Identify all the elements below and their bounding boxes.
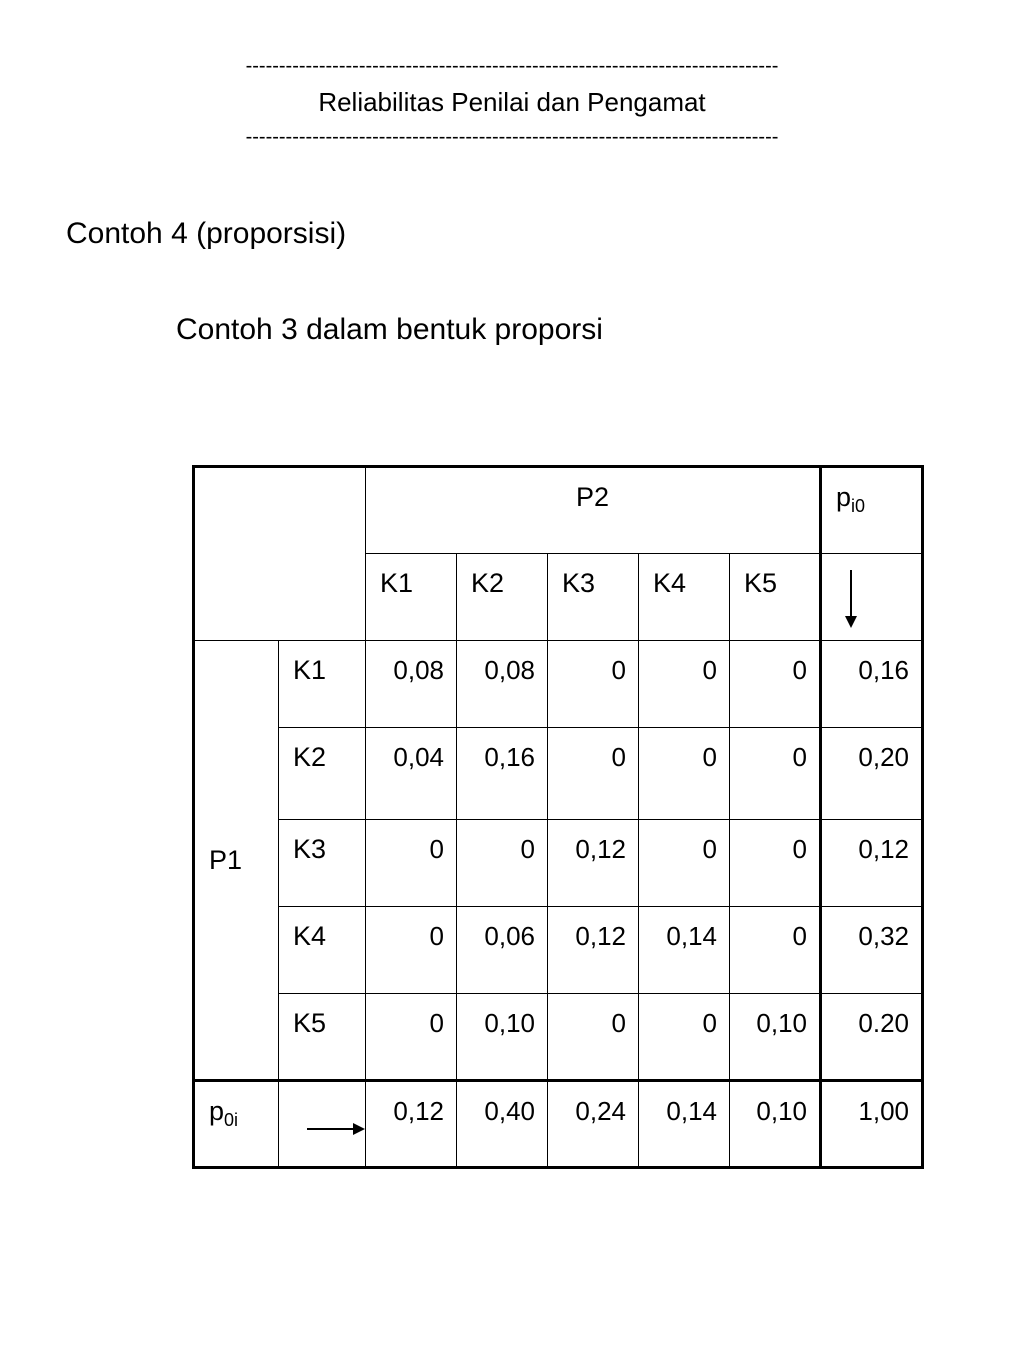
table-cell: 0,06 bbox=[457, 907, 548, 994]
table-cell: 0 bbox=[548, 641, 639, 728]
row-total-cell: 0,32 bbox=[821, 907, 923, 994]
table-cell: 0 bbox=[639, 994, 730, 1081]
row-header: K2 bbox=[279, 728, 366, 820]
table-cell: 0 bbox=[366, 907, 457, 994]
proportion-table bbox=[192, 465, 924, 1169]
section-subtitle: Contoh 3 dalam bentuk proporsi bbox=[176, 313, 603, 346]
row-total-cell: 0,12 bbox=[821, 820, 923, 907]
table-cell: 0 bbox=[730, 907, 821, 994]
row-group-header: P1 bbox=[194, 641, 279, 1081]
row-total-cell: 0,20 bbox=[821, 728, 923, 820]
column-group-header: P2 bbox=[366, 467, 821, 554]
column-header: K1 bbox=[366, 554, 457, 641]
row-total-header-main: p bbox=[836, 482, 852, 512]
row-total-cell: 0.20 bbox=[821, 994, 923, 1081]
grand-total-cell: 1,00 bbox=[821, 1081, 923, 1168]
header-divider-bottom: -------------------------------------------------------------------------------- bbox=[245, 126, 779, 148]
row-total-header-sub: i0 bbox=[851, 496, 866, 516]
right-arrow-cell bbox=[279, 1081, 366, 1168]
column-total-header-main: p bbox=[209, 1096, 225, 1126]
column-header: K2 bbox=[457, 554, 548, 641]
table-cell: 0 bbox=[639, 641, 730, 728]
row-header: K4 bbox=[279, 907, 366, 994]
table-cell: 0,08 bbox=[457, 641, 548, 728]
table-cell: 0,08 bbox=[366, 641, 457, 728]
table-cell: 0,10 bbox=[730, 994, 821, 1081]
row-total-header bbox=[821, 467, 923, 554]
column-header: K4 bbox=[639, 554, 730, 641]
down-arrow-icon bbox=[844, 570, 858, 628]
table-cell: 0 bbox=[457, 820, 548, 907]
column-header: K3 bbox=[548, 554, 639, 641]
row-header: K1 bbox=[279, 641, 366, 728]
table-cell: 0 bbox=[639, 820, 730, 907]
header-divider-top: -------------------------------------------------------------------------------- bbox=[245, 55, 779, 77]
page-header-title: Reliabilitas Penilai dan Pengamat bbox=[318, 87, 706, 117]
table-cell: 0,16 bbox=[457, 728, 548, 820]
column-total-header-sub: 0i bbox=[224, 1110, 239, 1130]
table-cell: 0 bbox=[730, 641, 821, 728]
table-cell: 0 bbox=[639, 728, 730, 820]
table-cell: 0,10 bbox=[457, 994, 548, 1081]
section-title: Contoh 4 (proporsisi) bbox=[66, 217, 347, 250]
table-cell: 0,12 bbox=[548, 820, 639, 907]
column-header: K5 bbox=[730, 554, 821, 641]
column-total-cell: 0,40 bbox=[457, 1081, 548, 1168]
table-cell: 0 bbox=[548, 728, 639, 820]
table-corner-cell bbox=[194, 467, 366, 641]
table-cell: 0 bbox=[548, 994, 639, 1081]
table-cell: 0,04 bbox=[366, 728, 457, 820]
table-cell: 0 bbox=[730, 728, 821, 820]
right-arrow-icon bbox=[307, 1122, 365, 1136]
column-total-header bbox=[194, 1081, 279, 1168]
column-total-cell: 0,14 bbox=[639, 1081, 730, 1168]
table-cell: 0 bbox=[366, 820, 457, 907]
row-header: K3 bbox=[279, 820, 366, 907]
column-total-cell: 0,12 bbox=[366, 1081, 457, 1168]
table-cell: 0,12 bbox=[548, 907, 639, 994]
table-cell: 0,14 bbox=[639, 907, 730, 994]
table-cell: 0 bbox=[366, 994, 457, 1081]
table-cell: 0 bbox=[730, 820, 821, 907]
down-arrow-cell bbox=[821, 554, 923, 641]
column-total-cell: 0,24 bbox=[548, 1081, 639, 1168]
row-header: K5 bbox=[279, 994, 366, 1081]
row-total-cell: 0,16 bbox=[821, 641, 923, 728]
column-total-cell: 0,10 bbox=[730, 1081, 821, 1168]
